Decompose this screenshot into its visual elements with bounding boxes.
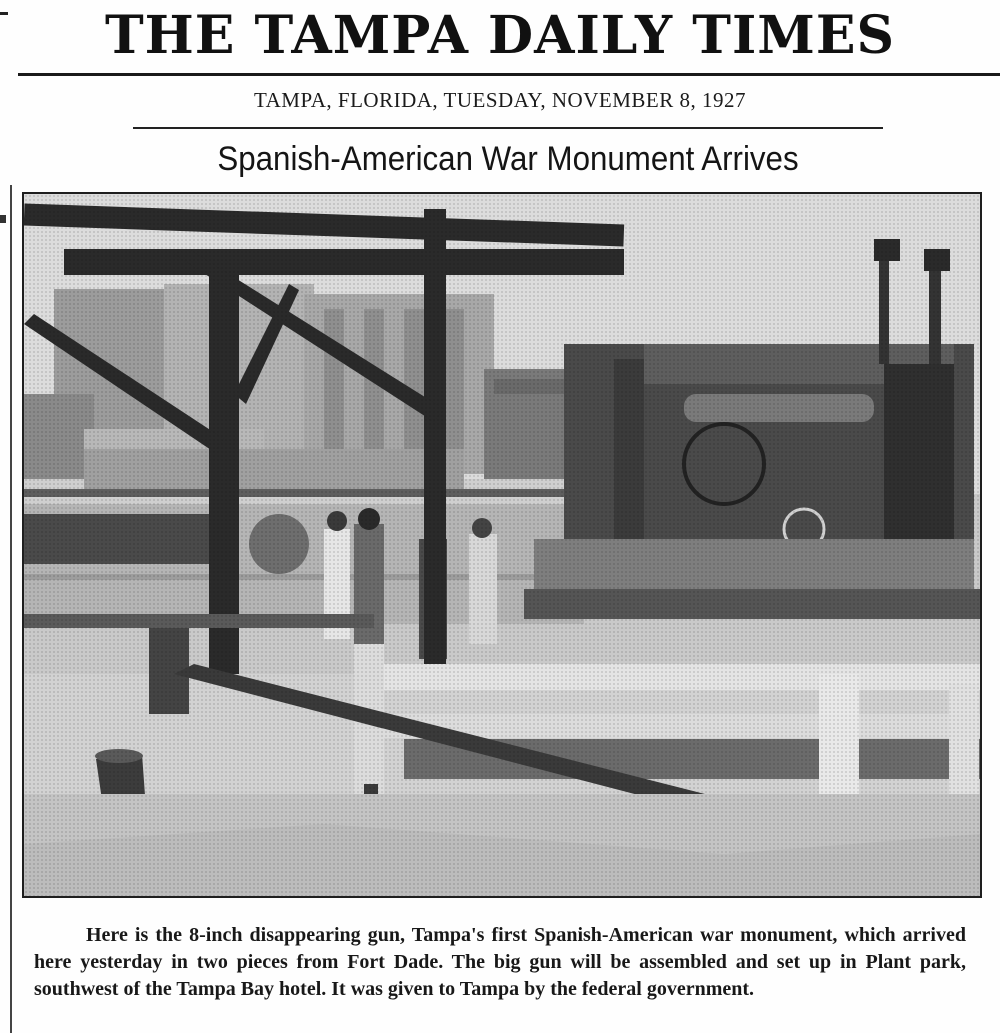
dateline: TAMPA, FLORIDA, TUESDAY, NOVEMBER 8, 1927 — [254, 88, 746, 112]
news-photograph — [22, 192, 982, 898]
column-mark — [0, 215, 6, 223]
article-headline: Spanish-American War Monument Arrives — [217, 140, 799, 178]
masthead-rule — [18, 73, 1000, 76]
photo-caption: Here is the 8-inch disappearing gun, Tampa's first Spanish-American war monument, which arrived here yesterday in two pieces from Fort Dade. The big gun will be assembled and set up in Plant park, southwest of the Tampa Bay hotel. It was given to Tampa by the federal government. — [34, 924, 966, 1000]
masthead-title: THE TAMPA DAILY TIMES — [104, 5, 896, 66]
column-rule — [10, 185, 12, 1033]
photograph-illustration — [24, 194, 980, 896]
dateline-rule — [133, 127, 883, 129]
